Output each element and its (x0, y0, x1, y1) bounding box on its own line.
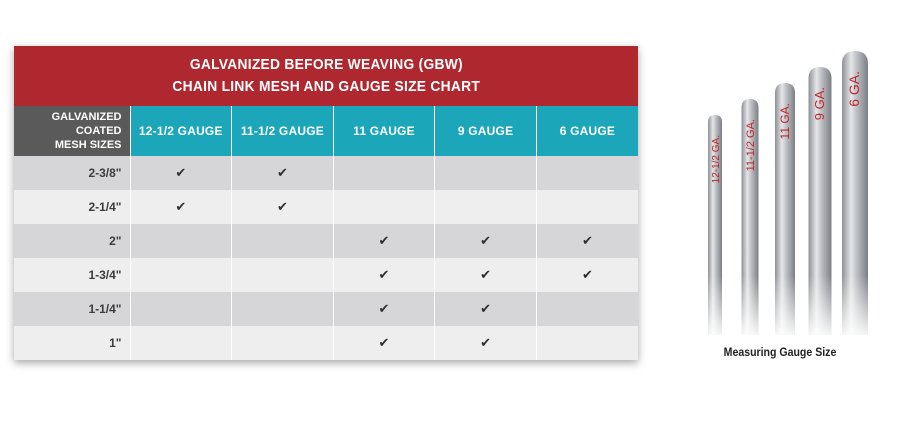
empty-cell (130, 292, 232, 326)
table-row (14, 190, 638, 224)
empty-cell (130, 326, 232, 360)
checkmark-icon: ✔ (480, 335, 492, 350)
checkmark-icon: ✔ (276, 165, 288, 180)
table-row (14, 292, 638, 326)
checkmark-icon: ✔ (480, 233, 492, 248)
checkmark-icon: ✔ (378, 233, 390, 248)
empty-cell (130, 224, 232, 258)
mesh-size-label: 1-1/4" (14, 292, 130, 326)
empty-cell (536, 292, 638, 326)
gauge-rod-label: 6 GA. (846, 71, 862, 107)
mesh-size-label: 1" (14, 326, 130, 360)
gauge-column-header: 11 GAUGE (333, 106, 435, 156)
checkmark-cell (435, 326, 537, 360)
gauge-rod-label: 11 GA. (778, 103, 792, 140)
table-row (14, 224, 638, 258)
checkmark-cell (435, 224, 537, 258)
checkmark-cell (333, 292, 435, 326)
empty-cell (232, 224, 334, 258)
gauge-rod-fade (774, 275, 796, 337)
mesh-gauge-table (14, 106, 638, 360)
empty-cell (536, 156, 638, 190)
gauge-column-header: 12-1/2 GAUGE (130, 106, 232, 156)
checkmark-cell (333, 224, 435, 258)
mesh-size-label: 2" (14, 224, 130, 258)
checkmark-cell (232, 190, 334, 224)
table-row (14, 258, 638, 292)
checkmark-icon: ✔ (378, 335, 390, 350)
empty-cell (232, 326, 334, 360)
empty-cell (130, 258, 232, 292)
checkmark-icon: ✔ (378, 301, 390, 316)
checkmark-cell (333, 258, 435, 292)
chart-title-line-1: GALVANIZED BEFORE WEAVING (GBW) (189, 56, 463, 73)
gauge-rods-caption: Measuring Gauge Size (723, 345, 837, 359)
table-header-row (14, 106, 638, 156)
empty-cell (333, 190, 435, 224)
gauge-rod-fade (808, 275, 833, 337)
checkmark-cell (130, 156, 232, 190)
gauge-rod-label: 11-1/2 GA. (745, 119, 757, 172)
gauge-column-header: 9 GAUGE (435, 106, 537, 156)
gauge-rods-illustration (690, 40, 880, 340)
checkmark-cell (536, 258, 638, 292)
checkmark-cell (435, 258, 537, 292)
mesh-sizes-header: GALVANIZED COATED MESH SIZES (14, 106, 130, 156)
checkmark-icon: ✔ (581, 233, 593, 248)
gauge-rod-label: 9 GA. (812, 87, 827, 121)
gauge-column-header: 6 GAUGE (536, 106, 638, 156)
gauge-rod-label: 12-1/2 GA. (711, 135, 722, 184)
checkmark-icon: ✔ (175, 165, 187, 180)
empty-cell (536, 326, 638, 360)
checkmark-cell (333, 326, 435, 360)
empty-cell (232, 292, 334, 326)
table-body (14, 156, 638, 360)
mesh-size-label: 1-3/4" (14, 258, 130, 292)
checkmark-icon: ✔ (175, 199, 187, 214)
checkmark-icon: ✔ (581, 267, 593, 282)
gauge-rod-fade (741, 275, 760, 337)
checkmark-cell (536, 224, 638, 258)
gauge-chart-table (14, 46, 638, 360)
chart-title-line-2: CHAIN LINK MESH AND GAUGE SIZE CHART (172, 78, 480, 95)
checkmark-icon: ✔ (276, 199, 288, 214)
checkmark-cell (232, 156, 334, 190)
mesh-size-label: 2-1/4" (14, 190, 130, 224)
empty-cell (435, 190, 537, 224)
chart-title (14, 46, 638, 106)
empty-cell (232, 258, 334, 292)
checkmark-icon: ✔ (480, 267, 492, 282)
empty-cell (435, 156, 537, 190)
checkmark-icon: ✔ (378, 267, 390, 282)
table-row (14, 156, 638, 190)
gauge-column-header: 11-1/2 GAUGE (232, 106, 334, 156)
checkmark-cell (435, 292, 537, 326)
checkmark-cell (130, 190, 232, 224)
gauge-rod-fade (841, 275, 869, 337)
checkmark-icon: ✔ (480, 301, 492, 316)
gauge-rod-fade (707, 275, 723, 337)
empty-cell (333, 156, 435, 190)
mesh-size-label: 2-3/8" (14, 156, 130, 190)
empty-cell (536, 190, 638, 224)
table-row (14, 326, 638, 360)
